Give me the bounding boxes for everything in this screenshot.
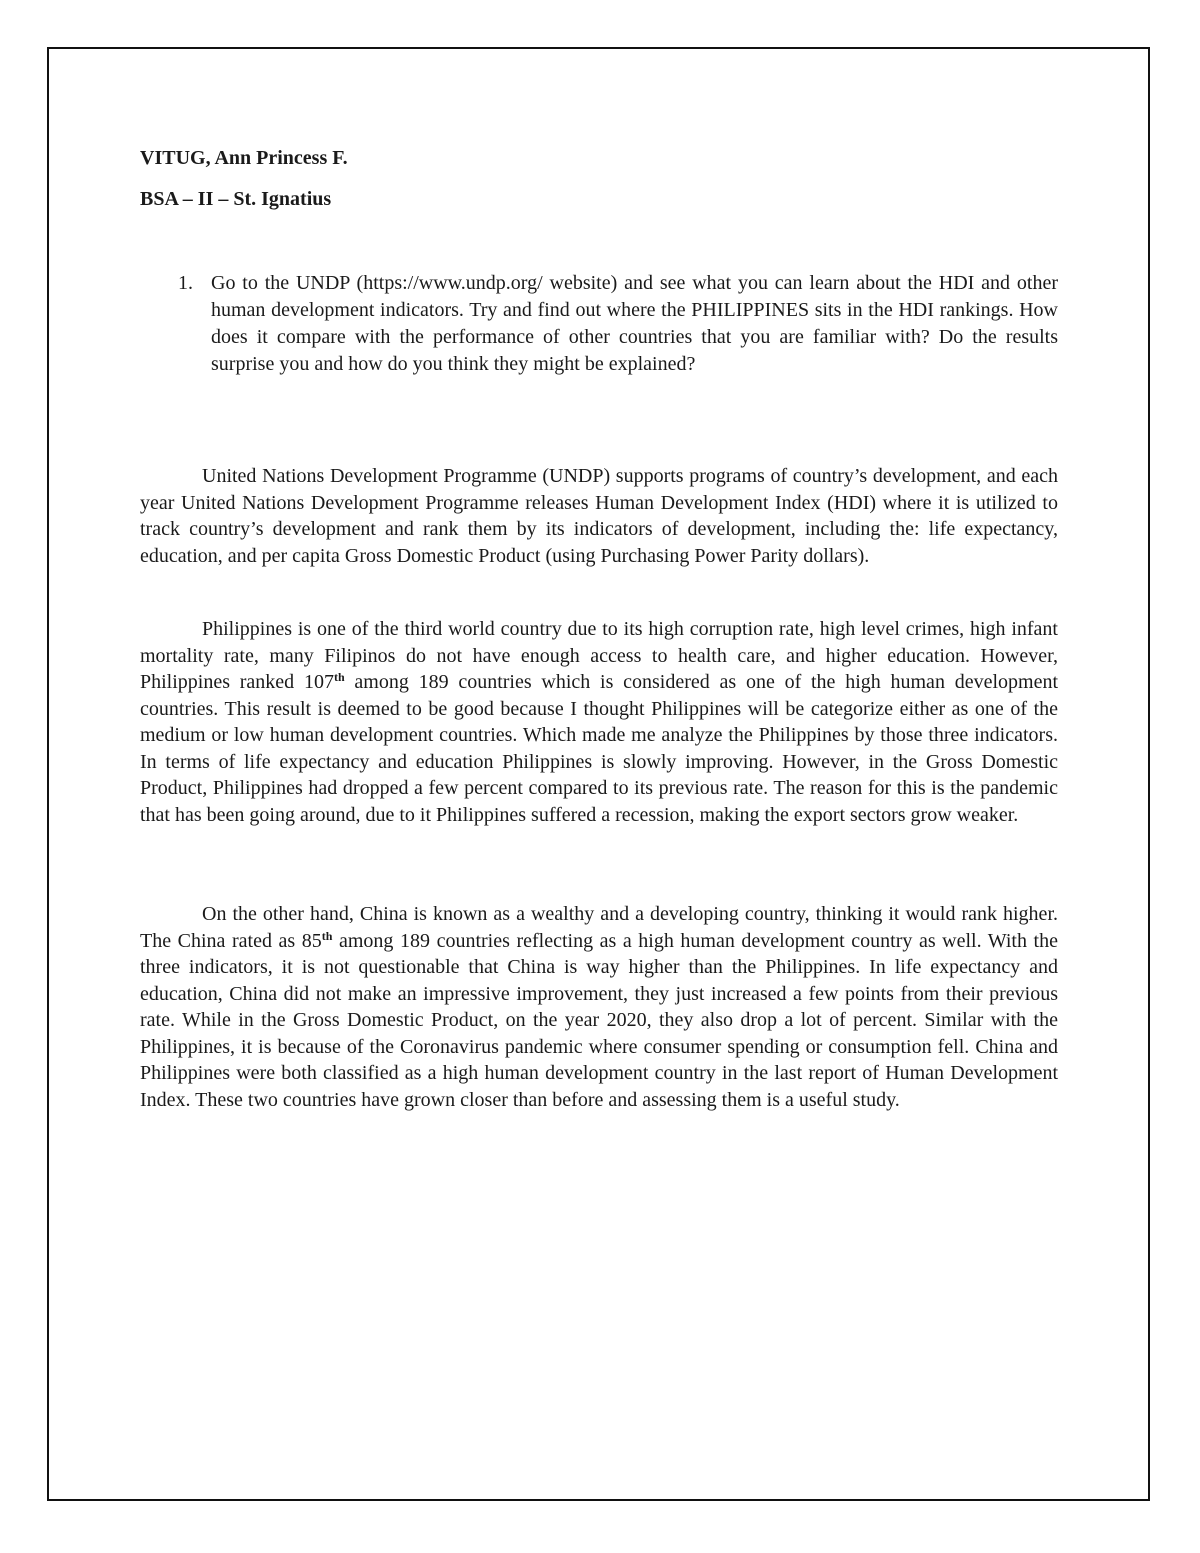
paragraph-1-text: United Nations Development Programme (UNDP) supports programs of country’s development, and each year United Nations Development Programme releases Human Development Index (HDI) where it is utilized to track country’s development and rank them by its indicators of development, including the: life expectancy, education, and per capita Gross Domestic Product (using Purchasing Power Parity dollars). <box>140 465 1058 567</box>
question-number: 1. <box>178 272 193 294</box>
paragraph-2-part-1: Philippines is one of the third world country due to its high corruption rate, high level crimes, high infant mortality rate, many Filipinos do not have enough access to health care, and higher education. However, Philippines ranked 107 <box>140 618 1058 693</box>
paragraph-2-rank-suffix: th <box>333 670 345 684</box>
answer-paragraph-2 <box>140 616 1058 828</box>
question-item <box>140 270 1058 378</box>
paragraph-3-text <box>140 901 1058 1113</box>
answer-paragraph-3 <box>140 901 1058 1113</box>
student-name: VITUG, Ann Princess F. <box>140 147 348 169</box>
paragraph-3-part-1: On the other hand, China is known as a wealthy and a developing country, thinking it would rank higher. The China rated as 85 <box>140 903 1058 952</box>
paragraph-2-text <box>140 616 1058 828</box>
paragraph-3-rank-suffix: th <box>321 928 333 943</box>
student-section: BSA – II – St. Ignatius <box>140 188 332 210</box>
paragraph-3-part-2: among 189 countries reflecting as a high human development country as well. With the three indicators, it is not questionable that China is way higher than the Philippines. In life expectancy and education, China did not make an impressive improvement, they just increased a few points from their previous rate. While in the Gross Domestic Product, on the year 2020, they also drop a lot of percent. Similar with the Philippines, it is because of the Coronavirus pandemic where consumer spending or consumption fell. China and Philippines were both classified as a high human development country in the last report of Human Development Index. These two countries have grown closer than before and assessing them is a useful study. <box>140 929 1058 1111</box>
question-text: Go to the UNDP (https://www.undp.org/ website) and see what you can learn about the HDI and other human development indicators. Try and find out where the PHILIPPINES sits in the HDI rankings. How does it compare with the performance of other countries that you are familiar with? Do the results surprise you and how do you think they might be explained? <box>211 272 1058 375</box>
paragraph-2-part-2: among 189 countries which is considered as one of the high human development countries. This result is deemed to be good because I thought Philippines will be categorize either as one of the medium or low human development countries. Which made me analyze the Philippines by those three indicators. In terms of life expectancy and education Philippines is slowly improving. However, in the Gross Domestic Product, Philippines had dropped a few percent compared to its previous rate. The reason for this is the pandemic that has been going around, due to it Philippines suffered a recession, making the export sectors grow weaker. <box>140 671 1058 826</box>
answer-paragraph-1 <box>140 463 1058 569</box>
